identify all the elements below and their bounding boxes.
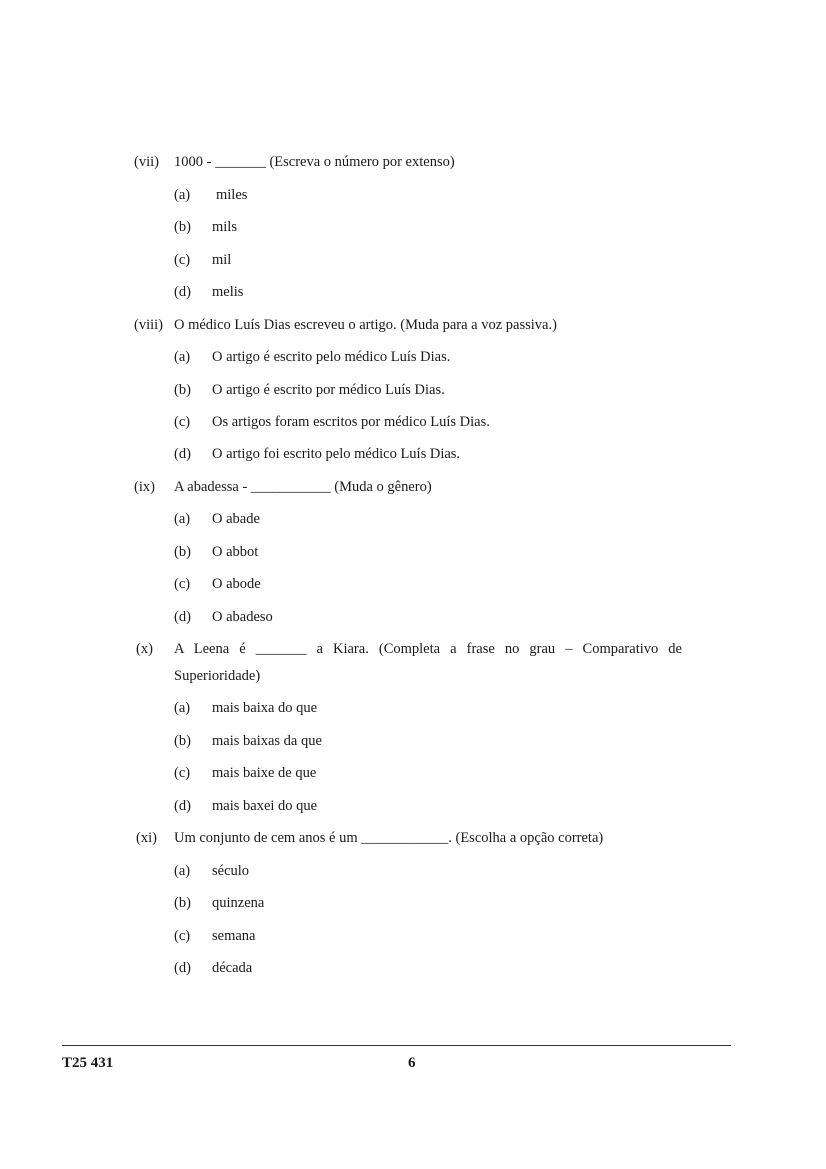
option-ix-a	[0, 511, 826, 531]
option-letter: (c)	[174, 414, 191, 430]
option-text: O abadeso	[212, 609, 273, 625]
option-letter: (b)	[174, 544, 191, 560]
option-text: melis	[212, 284, 244, 300]
option-ix-b	[0, 544, 826, 564]
option-viii-a	[0, 349, 826, 369]
question-number: (x)	[136, 641, 153, 657]
page-number: 6	[408, 1055, 416, 1071]
option-viii-d	[0, 446, 826, 466]
option-text: década	[212, 960, 253, 976]
option-letter: (c)	[174, 928, 191, 944]
option-xi-d	[0, 960, 826, 980]
paper-code: T25 431	[62, 1055, 114, 1071]
option-letter: (a)	[174, 349, 191, 365]
question-number: (viii)	[134, 317, 163, 333]
option-vii-b	[0, 219, 826, 239]
question-text: O médico Luís Dias escreveu o artigo. (Muda para a voz passiva.)	[174, 317, 557, 333]
option-x-a	[0, 700, 826, 720]
option-letter: (a)	[174, 863, 191, 879]
question-number: (xi)	[136, 830, 157, 846]
option-text: quinzena	[212, 895, 265, 911]
option-text: O artigo foi escrito pelo médico Luís Dias.	[212, 446, 461, 462]
option-text: semana	[212, 928, 256, 944]
option-letter: (b)	[174, 895, 191, 911]
option-ix-d	[0, 609, 826, 629]
question-number: (vii)	[134, 154, 159, 170]
question-text: Um conjunto de cem anos é um ____________. (Escolha a opção correta)	[174, 830, 604, 846]
option-text: O artigo é escrito pelo médico Luís Dias.	[212, 349, 451, 365]
option-letter: (d)	[174, 960, 191, 976]
option-letter: (a)	[174, 511, 191, 527]
option-letter: (d)	[174, 284, 191, 300]
option-text: Os artigos foram escritos por médico Luís Dias.	[212, 414, 490, 430]
option-letter: (c)	[174, 252, 191, 268]
option-text: mais baxei do que	[212, 798, 318, 814]
option-letter: (a)	[174, 187, 191, 203]
question-text: 1000 - _______ (Escreva o número por extenso)	[174, 154, 455, 170]
option-letter: (b)	[174, 382, 191, 398]
option-letter: (c)	[174, 765, 191, 781]
option-text: mais baixe de que	[212, 765, 317, 781]
option-vii-a	[0, 187, 826, 207]
option-text: O abade	[212, 511, 260, 527]
option-text: O artigo é escrito por médico Luís Dias.	[212, 382, 445, 398]
option-viii-c	[0, 414, 826, 434]
option-x-d	[0, 798, 826, 818]
option-xi-b	[0, 895, 826, 915]
option-text: século	[212, 863, 250, 879]
option-text: miles	[216, 187, 248, 203]
option-text: mais baixas da que	[212, 733, 322, 749]
option-xi-c	[0, 928, 826, 948]
option-vii-c	[0, 252, 826, 272]
option-ix-c	[0, 576, 826, 596]
question-text: A Leena é _______ a Kiara. (Completa a frase no grau – Comparativo de Superioridade)	[174, 641, 682, 684]
option-letter: (b)	[174, 733, 191, 749]
option-letter: (d)	[174, 609, 191, 625]
option-letter: (c)	[174, 576, 191, 592]
option-text: mils	[212, 219, 237, 235]
option-x-c	[0, 765, 826, 785]
question-number: (ix)	[134, 479, 155, 495]
option-letter: (d)	[174, 798, 191, 814]
option-letter: (b)	[174, 219, 191, 235]
option-text: O abbot	[212, 544, 259, 560]
option-vii-d	[0, 284, 826, 304]
option-viii-b	[0, 382, 826, 402]
option-letter: (a)	[174, 700, 191, 716]
option-x-b	[0, 733, 826, 753]
option-text: mais baixa do que	[212, 700, 318, 716]
footer-divider	[62, 1045, 731, 1046]
option-letter: (d)	[174, 446, 191, 462]
option-xi-a	[0, 863, 826, 883]
option-text: mil	[212, 252, 232, 268]
option-text: O abode	[212, 576, 261, 592]
question-text: A abadessa - ___________ (Muda o gênero)	[174, 479, 432, 495]
